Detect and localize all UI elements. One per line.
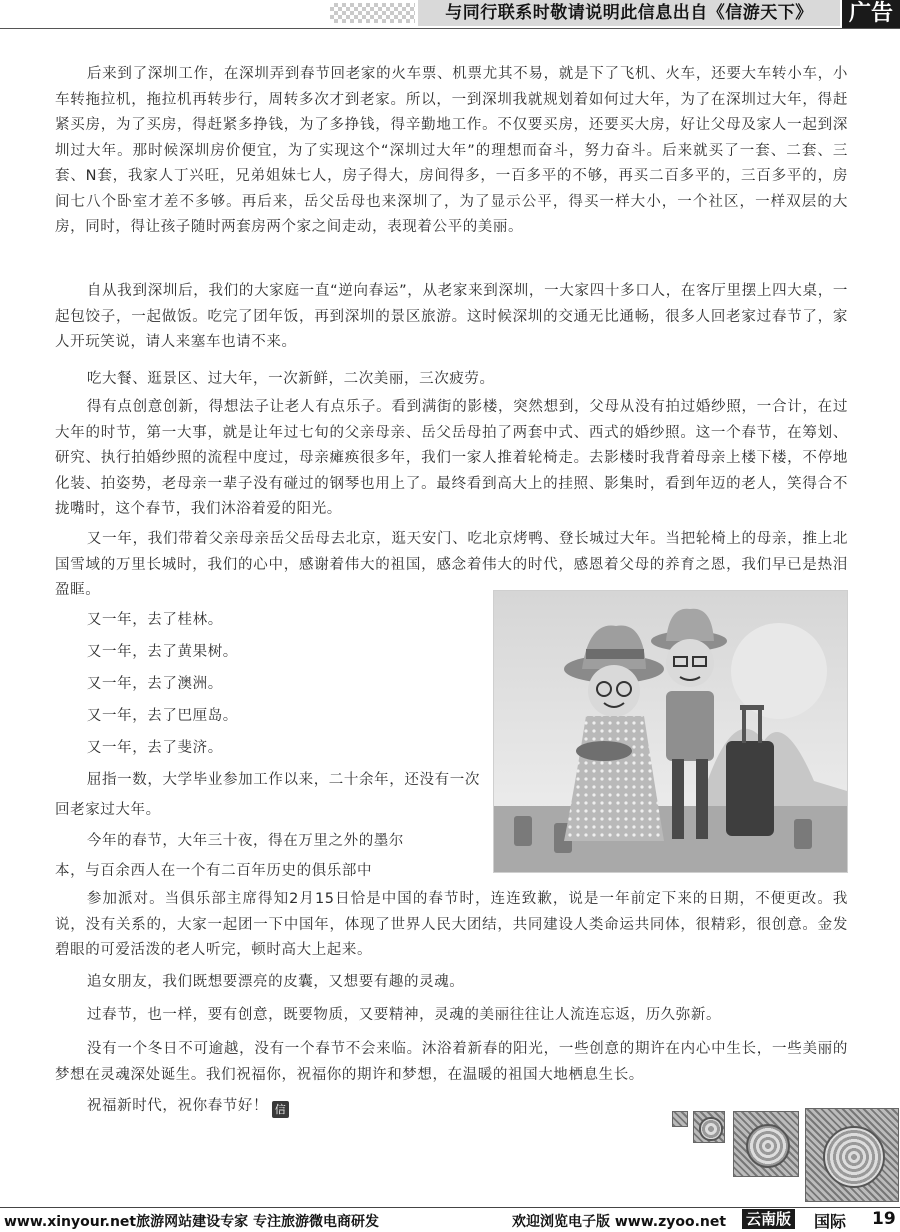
- trip-huangguoshu: 又一年，去了黄果树。: [86, 644, 238, 660]
- pattern-tile-large: [733, 1111, 799, 1177]
- pattern-tile-medium: [693, 1111, 725, 1143]
- wrap-line-1: 今年的春节，大年三十夜，得在万里之外的墨尔: [86, 833, 404, 849]
- paragraph-melbourne-cont: 参加派对。当俱乐部主席得知2月15日恰是中国的春节时，连连致歉，说是一年前定下来的日期，不便更改。我说，没有关系的，大家一起团一下中国年，体现了世界人民大团结，共同建设人类命运共同体，很精彩，很创意。金发碧眼的可爱活泼的老人听完，顿时高大上起来。: [55, 891, 848, 958]
- elderly-couple-illustration: [493, 590, 848, 873]
- paragraph-4: 得有点创意创新，得想法子让老人有点乐子。看到满街的影楼，突然想到，父母从没有拍过婚纱照，一合计，在过大年的时节，第一大事，就是让年过七旬的父亲母亲、岳父岳母拍了两套中式、西式的婚纱照。这一个春节，在筹划、研究、执行拍婚纱照的流程中度过，母亲瘫痪很多年，我们一家人推着轮椅走。去影楼时我背着母亲上楼下楼，不停地化装、拍姿势，老母亲一辈子没有碰过的钢琴也用上了。最终看到高大上的挂照、影集时，看到年迈的老人，笑得合不拢嘴时，这个春节，我们沐浴着爱的阳光。: [55, 399, 848, 517]
- end-mark-icon: 信: [272, 1101, 289, 1118]
- trip-fiji: 又一年，去了斐济。: [86, 740, 223, 756]
- paragraph-2: 自从我到深圳后，我们的大家庭一直“逆向春运”，从老家来到深圳，一大家四十多口人，在客厅里摆上四大桌，一起包饺子，一起做饭。吃完了团年饭，再到深圳的景区旅游。这时候深圳的交通无比通畅，很多人回老家过春节了，家人开玩笑说，请人来塞车也请不来。: [55, 283, 848, 350]
- paragraph-closing: [55, 1094, 848, 1120]
- ad-tag: 广告: [842, 0, 900, 28]
- page-number: 19: [872, 1209, 896, 1229]
- wrap-line-2: 本，与百余西人在一个有二百年历史的俱乐部中: [55, 863, 373, 879]
- sun: [731, 623, 827, 719]
- trip-guilin: 又一年，去了桂林。: [86, 612, 223, 628]
- header-notice: 与同行联系时敬请说明此信息出自《信游天下》: [418, 0, 840, 26]
- paragraph-3: 吃大餐、逛景区、过大年，一次新鲜，二次美丽，三次疲劳。: [86, 371, 495, 387]
- paragraph-count-years: 屈指一数，大学毕业参加工作以来，二十余年，还没有一次回老家过大年。: [55, 772, 480, 818]
- pattern-tile-xlarge: [805, 1108, 899, 1202]
- paragraph-5: 又一年，我们带着父亲母亲岳父岳母去北京，逛天安门、吃北京烤鸭、登长城过大年。当把轮椅上的母亲，推上北国雪域的万里长城时，我们的心中，感谢着伟大的祖国，感念着伟大的时代，感恩着父母的养育之恩，我们早已是热泪盈眶。: [55, 531, 848, 598]
- illustration-svg: [494, 591, 847, 872]
- trip-australia: 又一年，去了澳洲。: [86, 676, 223, 692]
- header-decoration: [330, 3, 415, 23]
- trip-bali: 又一年，去了巴厘岛。: [86, 708, 238, 724]
- closing-text: 祝福新时代，祝你春节好！: [86, 1098, 269, 1114]
- edition-badge: 云南版: [742, 1209, 795, 1229]
- footer-website: www.xinyour.net旅游网站建设专家 专注旅游微电商研发: [4, 1214, 379, 1230]
- footer-welcome: 欢迎浏览电子版 www.zyoo.net: [512, 1214, 727, 1230]
- page-footer: [0, 1207, 900, 1231]
- page-header: [0, 0, 900, 29]
- paragraph-blessing: 没有一个冬日不可逾越，没有一个春节不会来临。沐浴着新春的阳光，一些创意的期许在内心中生长，一些美丽的梦想在灵魂深处诞生。我们祝福你，祝福你的期许和梦想，在温暖的祖国大地栖息生长。: [55, 1041, 848, 1083]
- pattern-tile-small: [672, 1111, 688, 1127]
- paragraph-creativity: 过春节，也一样，要有创意，既要物质，又要精神，灵魂的美丽往往让人流连忘返，历久弥新。: [86, 1007, 722, 1023]
- paragraph-girlfriend: 追女朋友，我们既想要漂亮的皮囊，又想要有趣的灵魂。: [86, 974, 465, 990]
- section-name: 国际: [814, 1212, 847, 1231]
- paragraph-1: 后来到了深圳工作，在深圳弄到春节回老家的火车票、机票尤其不易，就是下了飞机、火车，还要大车转小车，小车转拖拉机，拖拉机再转步行，周转多次才到老家。所以，一到深圳我就规划着如何过大年，为了在深圳过大年，得赶紧买房，为了买房，得赶紧多挣钱，为了多挣钱，得辛勤地工作。不仅要买房，还要买大房，好让父母及家人一起到深圳过大年。那时候深圳房价便宜，为了实现这个“深圳过大年”的理想而奋斗，努力奋斗。后来就买了一套、二套、三套、N套，我家人丁兴旺，兄弟姐妹七人，房子得大，房间得多，一百多平的不够，再买二百多平的，三百多平的，房间七八个卧室才差不多够。再后来，岳父岳母也来深圳了，为了显示公平，得买一样大小，一个社区，一样双层的大房，同时，得让孩子随时两套房两个家之间走动，表现着公平的美丽。: [55, 66, 848, 235]
